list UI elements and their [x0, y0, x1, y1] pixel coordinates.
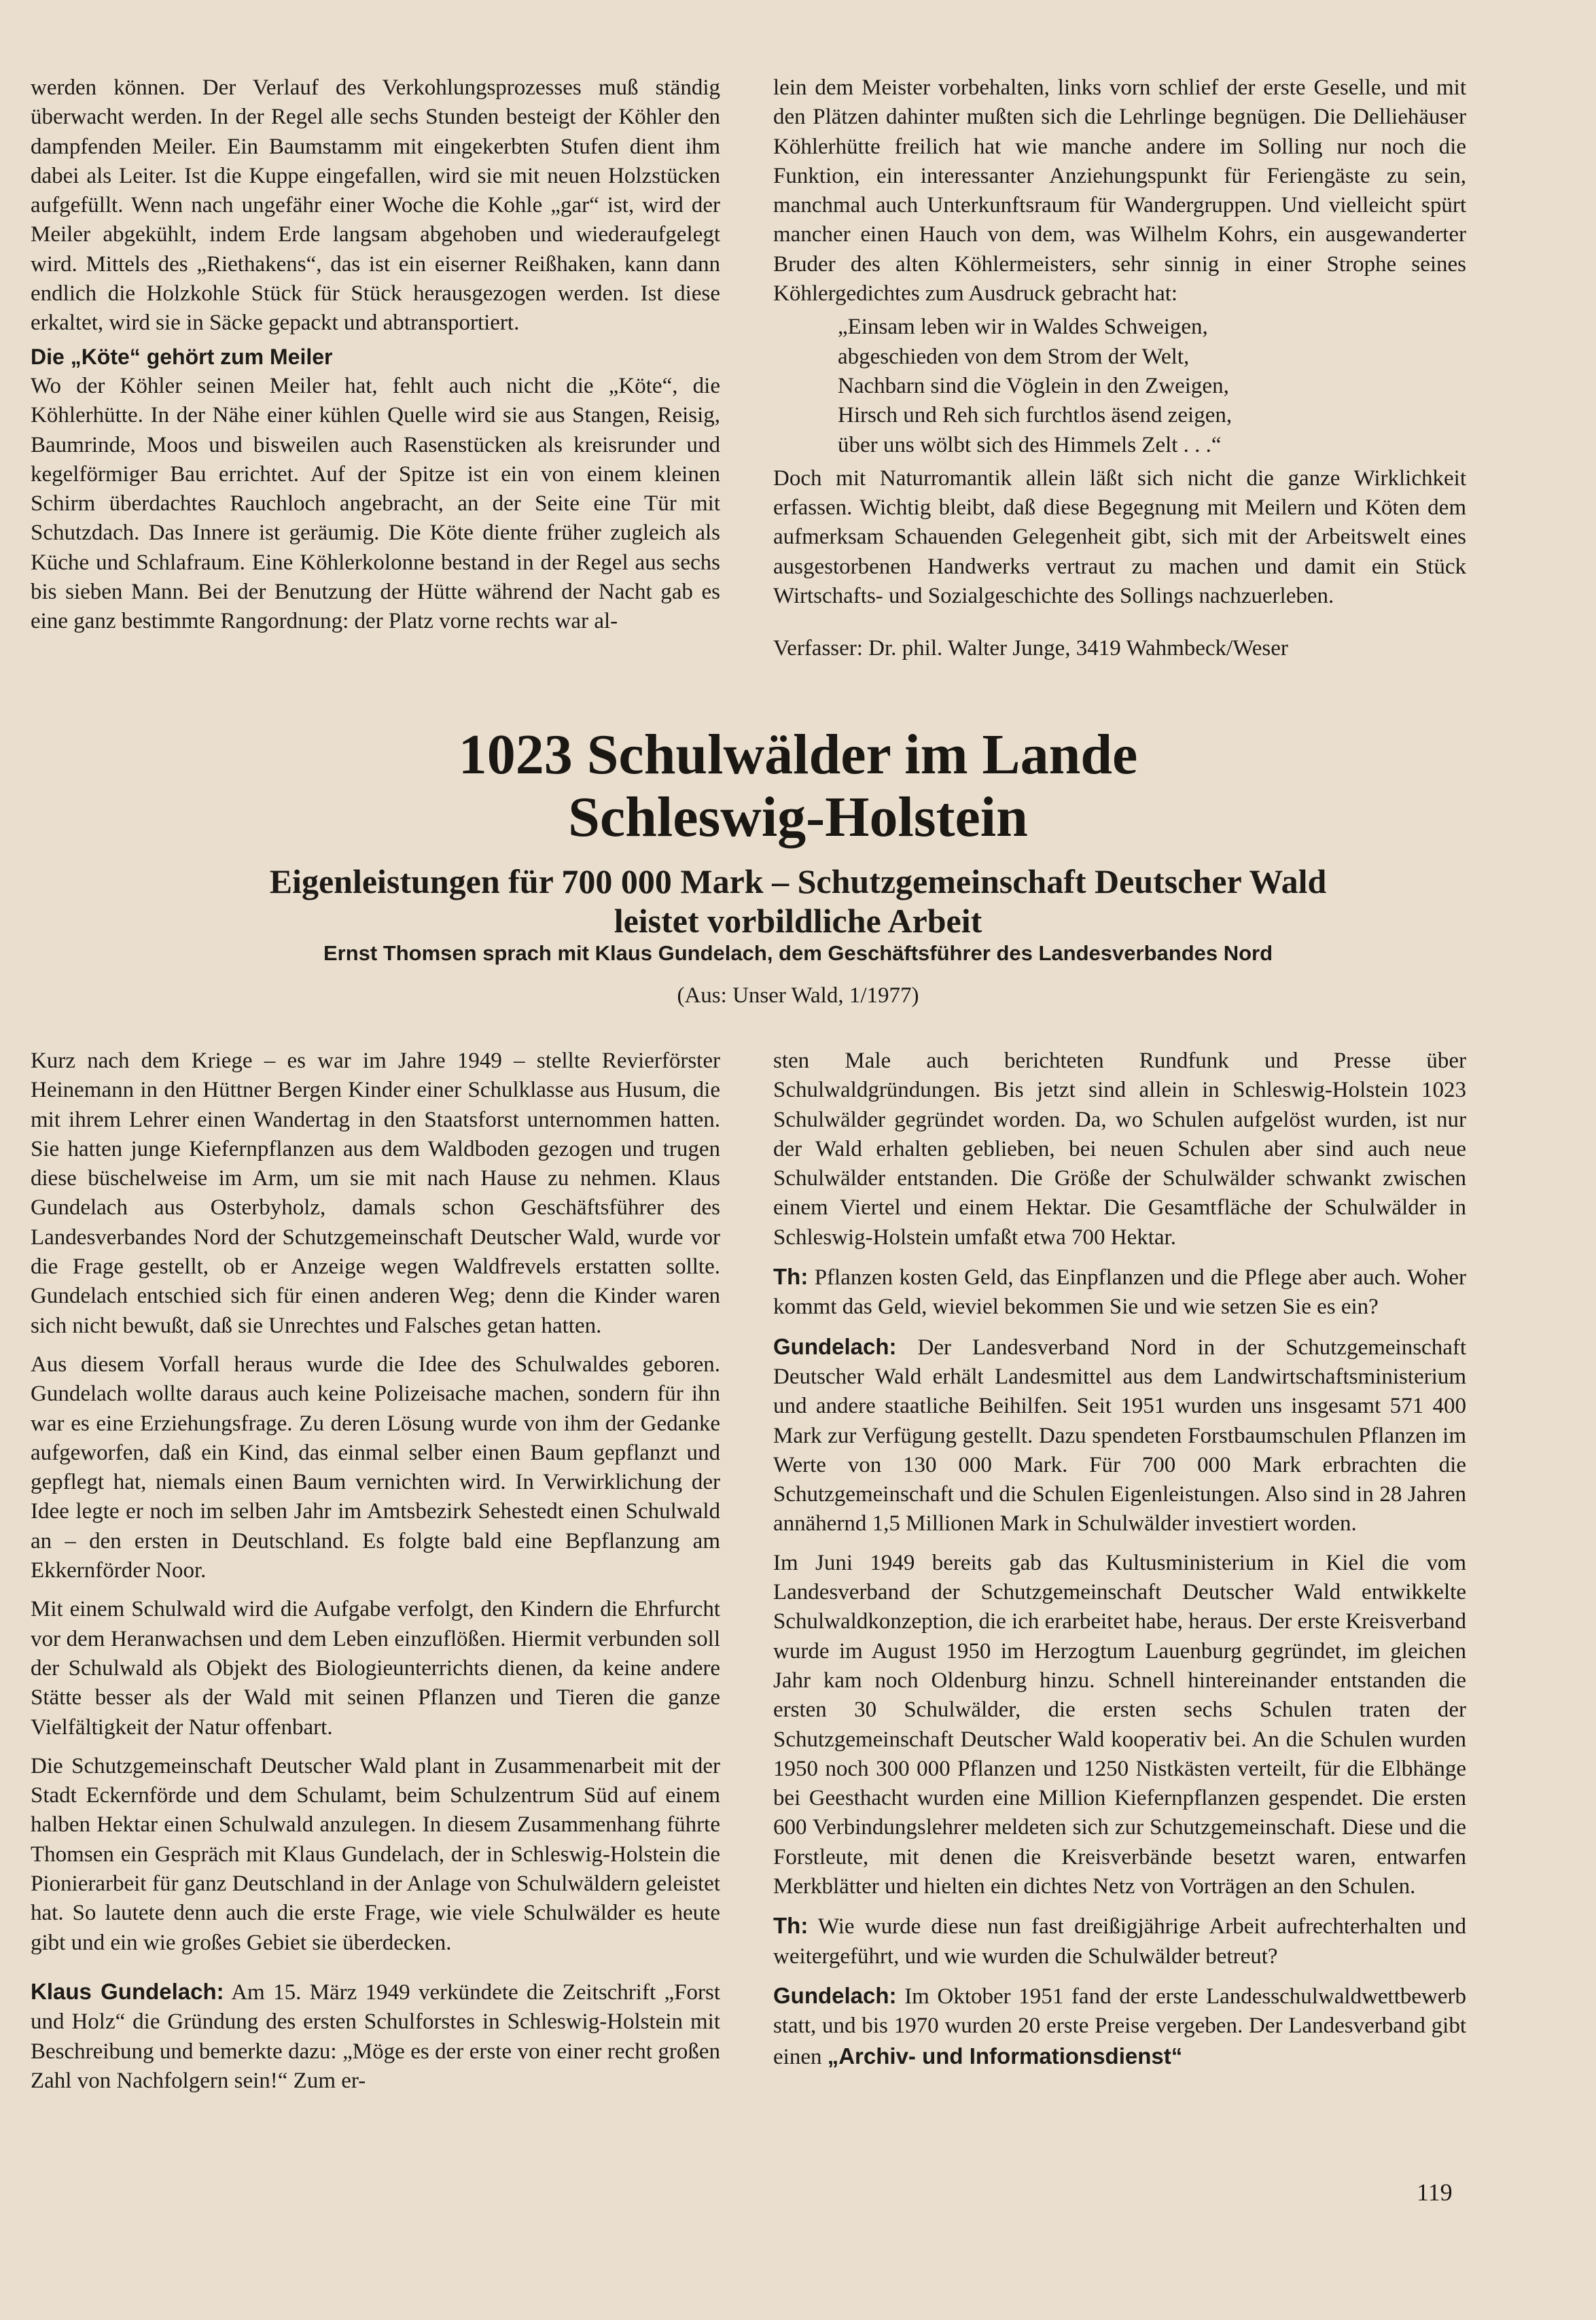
bottom-left-column: [31, 1047, 720, 2105]
poem-line: „Einsam leben wir in Waldes Schweigen,: [838, 315, 1208, 340]
poem-line: Hirsch und Reh sich furchtlos äsend zeigen,: [838, 403, 1233, 428]
paragraph-text: Pflanzen kosten Geld, das Einpflanzen und die Pflege aber auch. Woher kommt das Geld, wieviel bekommen Sie und wie setzen Sie es ein?: [773, 1265, 1466, 1320]
source-note: (Aus: Unser Wald, 1/1977): [677, 983, 919, 1008]
paragraph-text: Am 15. März 1949 verkündete die Zeitschrift „Forst und Holz“ die Gründung des ersten Schulforstes in Schleswig-Holstein mit Beschreibung und bemerkte dazu: „Möge es der erste von einer recht großen Zahl von Nachfolgern sein!“ Zum er-: [31, 1980, 720, 2093]
paragraph: Wo der Köhler seinen Meiler hat, fehlt auch nicht die „Köte“, die Köhlerhütte. In der Nähe einer kühlen Quelle wird sie aus Stangen, Reisig, Baumrinde, Moos und bisweilen auch Rasenstücken als kreisrunder und kegelförmiger Bau errichtet. Auf der Spitze ist ein von einem kleinen Schirm überdachtes Rauchloch angebracht, an der Seite eine Tür mit Schutzdach. Das Innere ist geräumig. Die Köte diente früher zugleich als Küche und Schlafraum. Eine Köhlerkolonne bestand in der Regel aus sechs bis sieben Mann. Bei der Benutzung der Hütte während der Nacht gab es eine ganz bestimmte Rangordnung: der Platz vorne rechts war al-: [31, 373, 720, 634]
paragraph: [773, 1262, 1466, 1322]
paragraph-text: Wie wurde diese nun fast dreißigjährige Arbeit aufrechterhalten und weitergeführt, und wie wurden die Schulwälder betreut?: [773, 1914, 1466, 1969]
speaker-label: Th:: [773, 1264, 809, 1290]
speaker-label: Gundelach:: [773, 1982, 897, 2008]
poem-line: über uns wölbt sich des Himmels Zelt . . .“: [838, 432, 1222, 457]
poem-line: Nachbarn sind die Vöglein in den Zweigen,: [838, 373, 1229, 398]
top-right-column: [773, 73, 1466, 664]
speaker-label: Gundelach:: [773, 1333, 897, 1359]
speaker-label: Klaus Gundelach:: [31, 1978, 224, 2004]
page-number: 119: [1417, 2179, 1453, 2206]
subtitle-line: Eigenleistungen für 700 000 Mark – Schutzgemeinschaft Deutscher Wald: [269, 862, 1327, 900]
paragraph: Mit einem Schulwald wird die Aufgabe verfolgt, den Kindern die Ehrfurcht vor dem Heranwachsen und dem Leben einzuflößen. Hiermit verbunden soll der Schulwald als Objekt des Biologieunterrichts dienen, da keine andere Stätte besser als der Wald mit seinen Pflanzen und Tieren die ganze Vielfältigkeit der Natur offenbart.: [31, 1597, 720, 1740]
paragraph-text: Der Landesverband Nord in der Schutzgemeinschaft Deutscher Wald erhält Landesmittel aus dem Landwirtschaftsministerium und andere staatliche Beihilfen. Seit 1951 wurden uns insgesamt 571 400 Mark zur Verfügung gestellt. Dazu spendeten Forstbaumschulen Pflanzen im Werte von 130 000 Mark. Für 700 000 Mark erbrachten die Schutzgemeinschaft und die Schulen Eigenleistungen. Also sind in 28 Jahren annähernd 1,5 Millionen Mark in Schulwälder investiert worden.: [773, 1335, 1466, 1536]
author-line: Verfasser: Dr. phil. Walter Junge, 3419 Wahmbeck/Weser: [773, 636, 1288, 661]
title-line: 1023 Schulwälder im Lande: [458, 723, 1138, 786]
paragraph: lein dem Meister vorbehalten, links vorn schlief der erste Geselle, und mit den Plätzen dahinter mußten sich die Lehrlinge begnügen. Die Delliehäuser Köhlerhütte freilich hat wie manche andere im Solling nur noch die Funktion, ein interessanter Anziehungspunkt für Feriengäste zu sein, manchmal auch Unterkunftsraum für Wandergruppen. Und vielleicht spürt mancher einen Hauch von dem, was Wilhelm Kohrs, ein ausgewanderter Bruder des alten Köhlermeisters, sehr sinnig in einer Strophe seines Köhlergedichtes zum Ausdruck gebracht hat:: [773, 75, 1466, 306]
byline: Ernst Thomsen sprach mit Klaus Gundelach, dem Geschäftsführer des Landesverbandes Nord: [323, 941, 1273, 965]
paragraph: werden können. Der Verlauf des Verkohlungsprozesses muß ständig überwacht werden. In der Regel alle sechs Stunden besteigt der Köhler den dampfenden Meiler. Ein Baumstamm mit eingekerbten Stufen dient ihm dabei als Leiter. Ist die Kuppe eingefallen, wird sie mit neuen Holzstücken aufgefüllt. Wenn nach ungefähr einer Woche die Kohle „gar“ ist, wird der Meiler abgekühlt, indem Erde langsam abgehoben und wiederaufgelegt wird. Mittels des „Riethakens“, das ist ein eiserner Reißhaken, kann dann endlich die Holzkohle Stück für Stück herausgezogen werden. Ist diese erkaltet, wird sie in Säcke gepackt und abtransportiert.: [31, 75, 720, 336]
paragraph: [31, 1977, 720, 2096]
article-subtitle: [0, 862, 1596, 941]
paragraph: [773, 1911, 1466, 1971]
paragraph: Im Juni 1949 bereits gab das Kultusministerium in Kiel die vom Landesverband der Schutzgemeinschaft Deutscher Wald entwikkelte Schulwaldkonzeption, die ich erarbeitet habe, heraus. Der erste Kreisverband wurde im August 1950 im Herzogtum Lauenburg gegründet, im gleichen Jahr kam noch Oldenburg hinzu. Schnell hintereinander entstanden die ersten 30 Schulwälder, die ersten sechs Schulen traten der Schutzgemeinschaft Deutscher Wald kooperativ bei. An die Schulen wurden 1950 noch 300 000 Pflanzen und 1250 Nistkästen verteilt, für die Elbhänge bei Geesthacht wurden eine Million Kiefernpflanzen gespendet. Die ersten 600 Verbindungslehrer meldeten sich zur Schutzgemeinschaft. Diese und die Forstleute, mit denen die Kreisverbände besetzt waren, entwarfen Merkblätter und hielten ein dichtes Netz von Vorträgen an den Schulen.: [773, 1550, 1466, 1899]
paragraph-text: Im Oktober 1951 fand der erste Landesschulwaldwettbewerb statt, und bis 1970 wurden 20 erste Preise vergeben. Der Landesverband gibt einen: [773, 1984, 1467, 2069]
poem-line: abgeschieden von dem Strom der Welt,: [838, 344, 1190, 369]
speaker-label: Th:: [773, 1913, 809, 1939]
paragraph: Kurz nach dem Kriege – es war im Jahre 1949 – stellte Revierförster Heinemann in den Hüttner Bergen Kinder einer Schulklasse aus Husum, die mit ihrem Lehrer einen Wandertag in den Staatsforst unternommen hatten. Sie hatten junge Kiefernpflanzen aus dem Waldboden gezogen und trugen diese büschelweise im Arm, um sie mit nach Hause zu nehmen. Klaus Gundelach aus Osterbyholz, damals schon Geschäftsführer des Landesverbandes Nord der Schutzgemeinschaft Deutscher Wald, wurde vor die Frage gestellt, ob er Anzeige wegen Waldfrevels erstatten sollte. Gundelach entschied sich für einen anderen Weg; denn die Kinder waren sich nicht bewußt, daß sie Unrechtes und Falsches getan hatten.: [31, 1049, 720, 1338]
title-line: Schleswig-Holstein: [568, 786, 1028, 849]
paragraph: Die Schutzgemeinschaft Deutscher Wald plant in Zusammenarbeit mit der Stadt Eckernförde und dem Schulamt, beim Schulzentrum Süd auf einem halben Hektar einen Schulwald anzulegen. In diesem Zusammenhang führte Thomsen ein Gespräch mit Klaus Gundelach, der in Schleswig-Holstein die Pionierarbeit für ganz Deutschland in der Anlage von Schulwäldern geleistet hat. So lautete denn auch die erste Frage, wie viele Schulwälder es heute gibt und ein wie großes Gebiet sie überdecken.: [31, 1753, 720, 1955]
paragraph: [773, 1332, 1466, 1539]
bottom-right-column: [773, 1047, 1466, 2081]
article-title: [0, 724, 1596, 849]
paragraph: Doch mit Naturromantik allein läßt sich nicht die ganze Wirklichkeit erfassen. Wichtig bleibt, daß diese Begegnung mit Meilern und Köten dem aufmerksam Schauenden Gelegenheit gibt, sich mit der Arbeitswelt eines ausgestorbenen Handwerks vertraut zu machen und damit ein Stück Wirtschafts- und Sozialgeschichte des Sollings nachzuerleben.: [773, 465, 1466, 609]
subheading: Die „Köte“ gehört zum Meiler: [31, 344, 333, 369]
paragraph: Aus diesem Vorfall heraus wurde die Idee des Schulwaldes geboren. Gundelach wollte daraus auch keine Polizeisache machen, sondern für ihn war es eine Erziehungsfrage. Zu deren Lösung wurde von ihm der Gedanke aufgeworfen, daß ein Kind, das einmal selber einen Baum gepflanzt und gepflegt hat, niemals einen Baum vernichten wird. In Verwirklichung der Idee legte er noch im selben Jahr im Amtsbezirk Sehestedt einen Schulwald an – den ersten in Deutschland. Es folgte bald eine Bepflanzung am Ekkernförder Noor.: [31, 1352, 720, 1583]
poem: [838, 313, 1466, 459]
paragraph: [773, 1981, 1466, 2072]
subtitle-line: leistet vorbildliche Arbeit: [614, 902, 982, 940]
top-left-column: [31, 73, 720, 646]
paragraph: sten Male auch berichteten Rundfunk und Presse über Schulwaldgründungen. Bis jetzt sind allein in Schleswig-Holstein 1023 Schulwälder gegründet worden. Da, wo Schulen aufgelöst wurden, ist nur der Wald erhalten geblieben, bei neuen Schulen aber sind auch neue Schulwälder entstanden. Die Größe der Schulwälder schwankt zwischen einem Viertel und einem Hektar. Die Gesamtfläche der Schulwälder in Schleswig-Holstein umfaßt etwa 700 Hektar.: [773, 1049, 1466, 1250]
bold-term: „Archiv- und Informationsdienst“: [827, 2043, 1183, 2069]
